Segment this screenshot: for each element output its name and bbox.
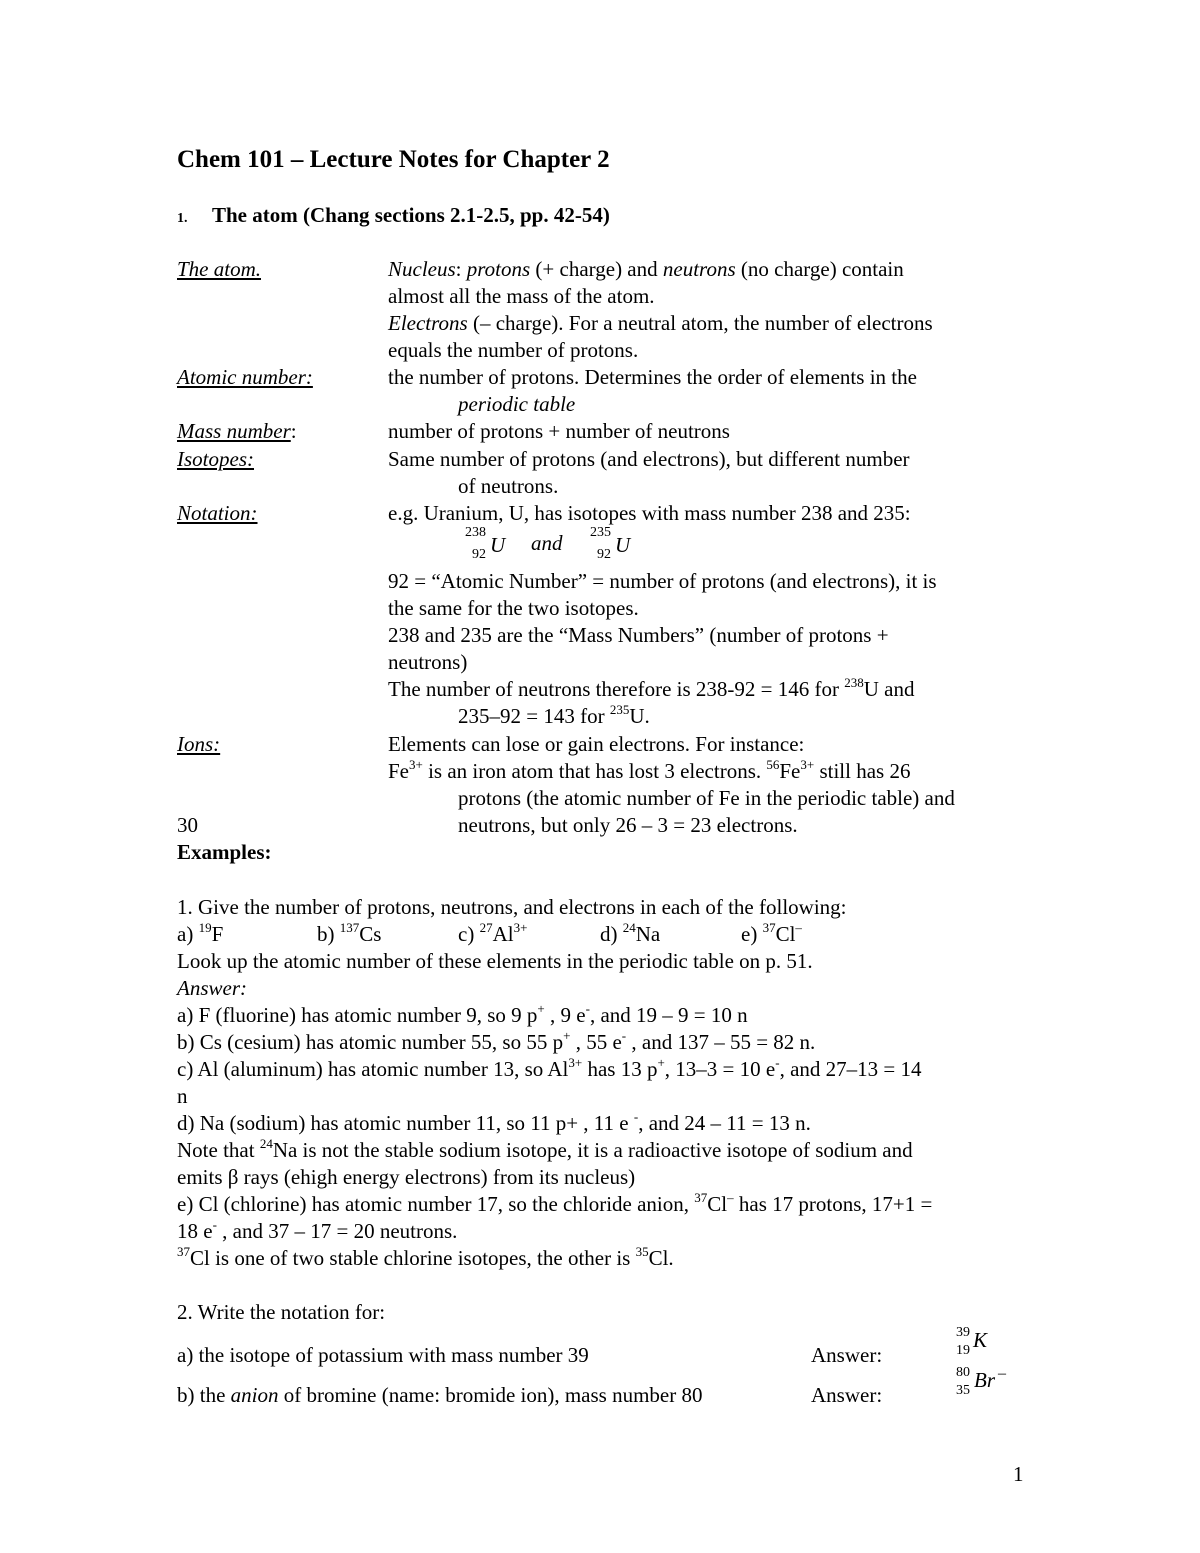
- ions-def-line-1: Elements can lose or gain electrons. For instance:: [388, 732, 805, 756]
- page-number: 1: [1013, 1462, 1024, 1486]
- atom-def-line-4: equals the number of protons.: [388, 338, 639, 362]
- notation-def-line-1: e.g. Uranium, U, has isotopes with mass number 238 and 235:: [388, 501, 911, 525]
- answer-word-a: Answer:: [811, 1343, 883, 1367]
- term-ions: Ions:: [177, 732, 221, 756]
- atomic-def-line-1: the number of protons. Determines the order of elements in the: [388, 365, 917, 389]
- isotopes-def-line-2: of neutrons.: [458, 474, 559, 498]
- examples-heading: Examples:: [177, 840, 272, 864]
- term-atomic-number: Atomic number:: [177, 365, 313, 389]
- term-mass-number: Mass number:: [177, 419, 297, 443]
- answer-d: d) Na (sodium) has atomic number 11, so 11 p+ , 11 e -, and 24 – 11 = 13 n.: [177, 1109, 811, 1135]
- isotopes-def-line-1: Same number of protons (and electrons), but different number: [388, 447, 910, 471]
- answer-e-cont: 18 e- , and 37 – 17 = 20 neutrons.: [177, 1217, 458, 1243]
- potassium-notation: 39 19 K: [956, 1325, 988, 1358]
- atom-def-line-1: Nucleus: protons (+ charge) and neutrons (no charge) contain: [388, 257, 904, 281]
- option-b: b) $^{137}$Cs: [317, 920, 382, 946]
- notation-def-line-3: the same for the two isotopes.: [388, 596, 639, 620]
- answer-word-b: Answer:: [811, 1383, 883, 1407]
- atom-def-line-3: Electrons (– charge). For a neutral atom, the number of electrons: [388, 311, 933, 335]
- page-title: Chem 101 – Lecture Notes for Chapter 2: [177, 146, 610, 173]
- bromide-notation: 80 35 Br –: [956, 1365, 1006, 1398]
- mass-def-line: number of protons + number of neutrons: [388, 419, 730, 443]
- answer-b: b) Cs (cesium) has atomic number 55, so 55 p+ , 55 e- , and 137 – 55 = 82 n.: [177, 1028, 816, 1054]
- term-notation: Notation:: [177, 501, 258, 525]
- section-number: 1.: [177, 211, 188, 226]
- lookup-line: Look up the atomic number of these elements in the periodic table on p. 51.: [177, 949, 813, 973]
- chlorine-isotopes-line: $^{37}$Cl is one of two stable chlorine isotopes, the other is $^{35}$Cl.: [177, 1244, 674, 1270]
- option-c: c) $^{27}Al^{3+}$: [458, 920, 528, 946]
- notation-def-line-2: 92 = “Atomic Number” = number of protons (and electrons), it is: [388, 569, 937, 593]
- atomic-def-line-2: periodic table: [458, 392, 576, 416]
- answer-label: Answer:: [177, 976, 247, 1000]
- atom-def-line-2: almost all the mass of the atom.: [388, 284, 655, 308]
- ions-def-line-4: neutrons, but only 26 – 3 = 23 electrons.: [458, 813, 798, 837]
- question-2a: a) the isotope of potassium with mass number 39: [177, 1343, 589, 1367]
- answer-c-cont: n: [177, 1084, 188, 1108]
- ions-def-line-2: $Fe^{3+}$ is an iron atom that has lost 3 electrons. $^{56}Fe^{3+}$ still has 26: [388, 757, 911, 783]
- section-heading: The atom (Chang sections 2.1-2.5, pp. 42-54): [212, 203, 610, 227]
- answer-c: c) Al (aluminum) has atomic number 13, so $Al^{3+}$ has 13 p+, 13–3 = 10 e-, and 27–13 = 14: [177, 1055, 922, 1081]
- uranium-238-notation: 238 92 U: [465, 525, 506, 562]
- and-word: and: [531, 531, 563, 555]
- notation-def-line-6: The number of neutrons therefore is 238-92 = 146 for $^{238}$U and: [388, 675, 915, 701]
- answer-a: a) F (fluorine) has atomic number 9, so 9 p+ , 9 e-, and 19 – 9 = 10 n: [177, 1001, 748, 1027]
- notation-def-line-7: 235–92 = 143 for $^{235}$U.: [458, 702, 650, 728]
- ions-number: 30: [177, 813, 198, 837]
- term-the-atom: The atom.: [177, 257, 261, 281]
- option-d: d) $^{24}$Na: [600, 920, 661, 946]
- uranium-235-notation: 235 92 U: [590, 525, 631, 562]
- option-a: a) $^{19}$F: [177, 920, 224, 946]
- question-2b: b) the anion of bromine (name: bromide ion), mass number 80: [177, 1383, 703, 1407]
- note-line-2: emits β rays (ehigh energy electrons) from its nucleus): [177, 1165, 636, 1189]
- answer-e: e) Cl (chlorine) has atomic number 17, so the chloride anion, $^{37}$Cl– has 17 protons, 17+1 =: [177, 1190, 933, 1216]
- notation-def-line-4: 238 and 235 are the “Mass Numbers” (number of protons +: [388, 623, 889, 647]
- question-2: 2. Write the notation for:: [177, 1300, 386, 1324]
- note-line: Note that $^{24}$Na is not the stable sodium isotope, it is a radioactive isotope of sodium and: [177, 1136, 913, 1162]
- question-1: 1. Give the number of protons, neutrons, and electrons in each of the following:: [177, 895, 847, 919]
- term-isotopes: Isotopes:: [177, 447, 254, 471]
- ions-def-line-3: protons (the atomic number of Fe in the periodic table) and: [458, 786, 955, 810]
- notation-def-line-5: neutrons): [388, 650, 468, 674]
- option-e: e) $^{37}$Cl–: [741, 920, 802, 946]
